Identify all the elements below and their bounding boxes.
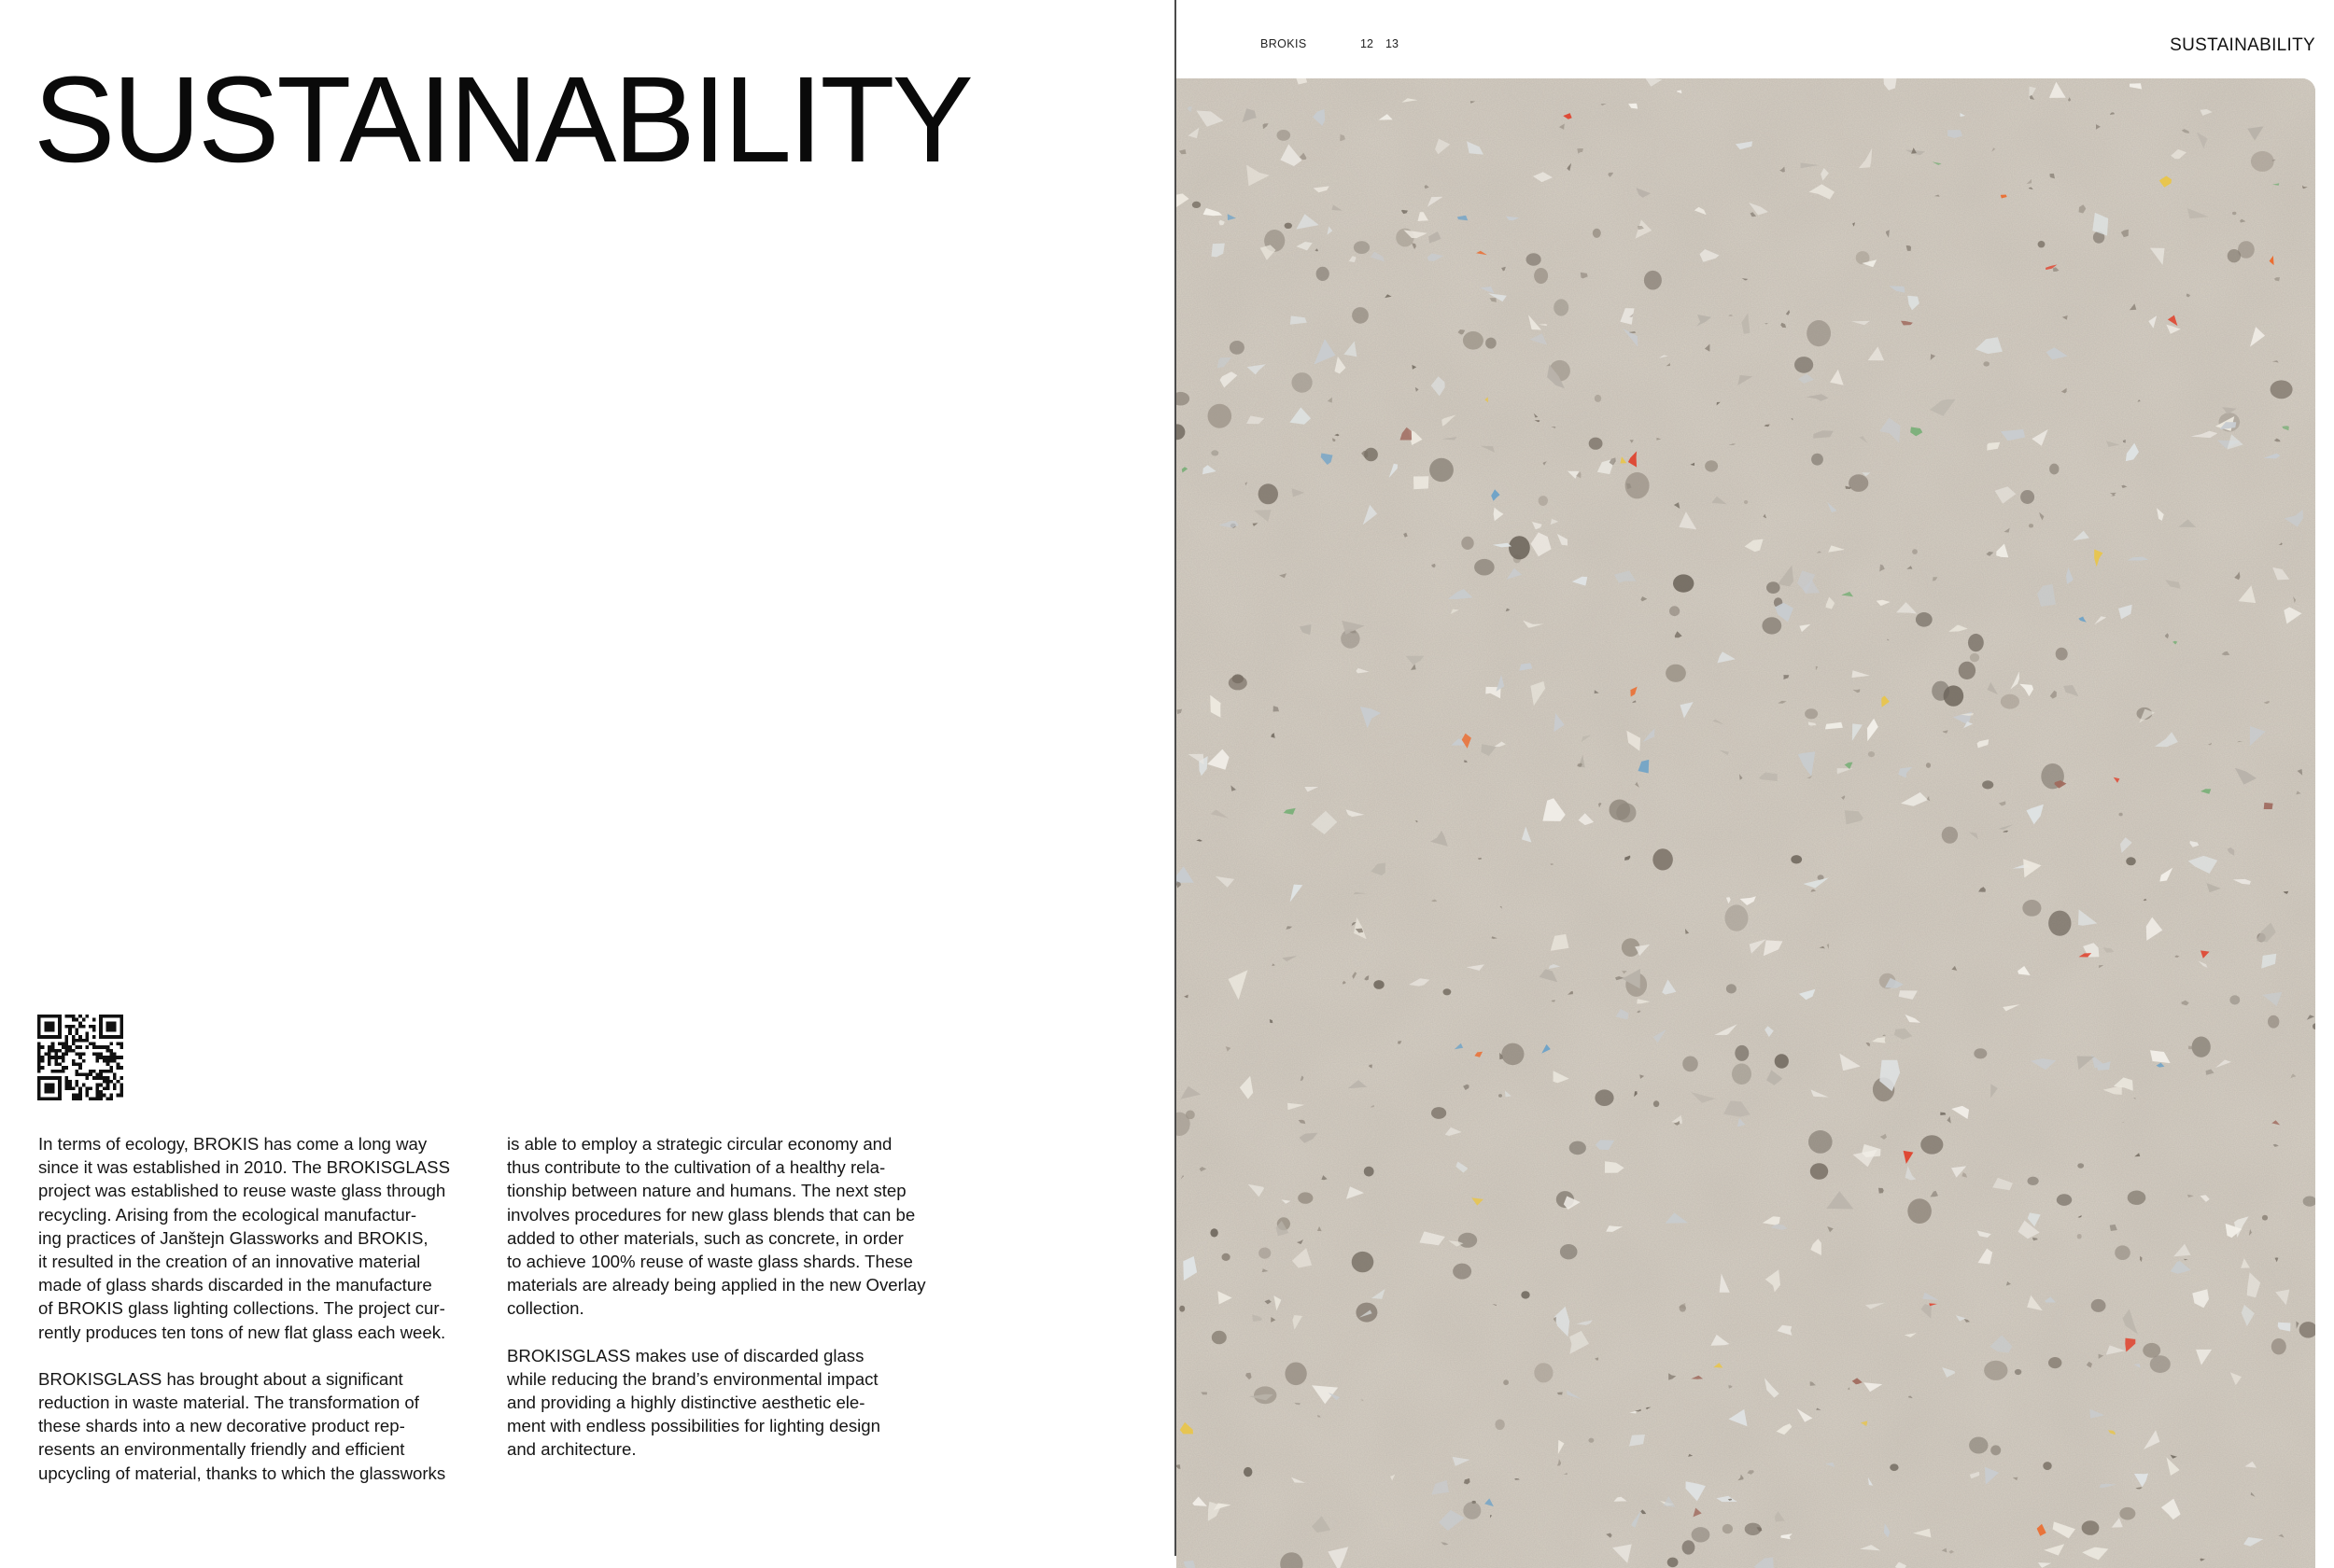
texture-grain bbox=[1176, 78, 2315, 1568]
body-line: ing practices of Janštejn Glassworks and BROKIS, bbox=[38, 1226, 486, 1250]
body-paragraph bbox=[507, 1132, 955, 1321]
body-line: and providing a highly distinctive aesthetic ele- bbox=[507, 1391, 955, 1414]
left-page bbox=[0, 0, 1174, 1556]
body-column-left bbox=[38, 1132, 486, 1508]
body-line: BROKISGLASS has brought about a significant bbox=[38, 1367, 486, 1391]
terrazzo-texture-photo bbox=[1176, 78, 2315, 1568]
body-line: while reducing the brand’s environmental impact bbox=[507, 1367, 955, 1391]
body-line: BROKISGLASS makes use of discarded glass bbox=[507, 1344, 955, 1367]
body-line: these shards into a new decorative product rep- bbox=[38, 1414, 486, 1437]
body-line: tionship between nature and humans. The next step bbox=[507, 1179, 955, 1202]
body-line: ment with endless possibilities for lighting design bbox=[507, 1414, 955, 1437]
page-title: SUSTAINABILITY bbox=[34, 58, 971, 180]
body-line: upcycling of material, thanks to which the glassworks bbox=[38, 1462, 486, 1485]
body-line: and architecture. bbox=[507, 1437, 955, 1461]
body-line: project was established to reuse waste glass through bbox=[38, 1179, 486, 1202]
body-line: thus contribute to the cultivation of a healthy rela- bbox=[507, 1155, 955, 1179]
body-line: since it was established in 2010. The BROKISGLASS bbox=[38, 1155, 486, 1179]
body-line: is able to employ a strategic circular economy and bbox=[507, 1132, 955, 1155]
page-number-left: 12 bbox=[1360, 37, 1373, 50]
body-line: reduction in waste material. The transformation of bbox=[38, 1391, 486, 1414]
body-line: recycling. Arising from the ecological manufactur- bbox=[38, 1203, 486, 1226]
body-line: involves procedures for new glass blends that can be bbox=[507, 1203, 955, 1226]
body-line: collection. bbox=[507, 1296, 955, 1320]
body-line: In terms of ecology, BROKIS has come a long way bbox=[38, 1132, 486, 1155]
body-line: it resulted in the creation of an innovative material bbox=[38, 1250, 486, 1273]
body-line: materials are already being applied in the new Overlay bbox=[507, 1273, 955, 1296]
body-column-right bbox=[507, 1132, 955, 1485]
body-paragraph bbox=[38, 1367, 486, 1485]
body-line: resents an environmentally friendly and efficient bbox=[38, 1437, 486, 1461]
running-header-brand: BROKIS bbox=[1260, 37, 1307, 50]
body-paragraph bbox=[507, 1344, 955, 1462]
body-line: of BROKIS glass lighting collections. The project cur- bbox=[38, 1296, 486, 1320]
section-label: SUSTAINABILITY bbox=[2170, 35, 2315, 56]
page-number-right: 13 bbox=[1385, 37, 1399, 50]
qr-code-icon[interactable] bbox=[37, 1015, 123, 1100]
body-line: to achieve 100% reuse of waste glass shards. These bbox=[507, 1250, 955, 1273]
body-line: added to other materials, such as concrete, in order bbox=[507, 1226, 955, 1250]
body-line: rently produces ten tons of new flat glass each week. bbox=[38, 1321, 486, 1344]
body-line: made of glass shards discarded in the manufacture bbox=[38, 1273, 486, 1296]
body-paragraph bbox=[38, 1132, 486, 1344]
